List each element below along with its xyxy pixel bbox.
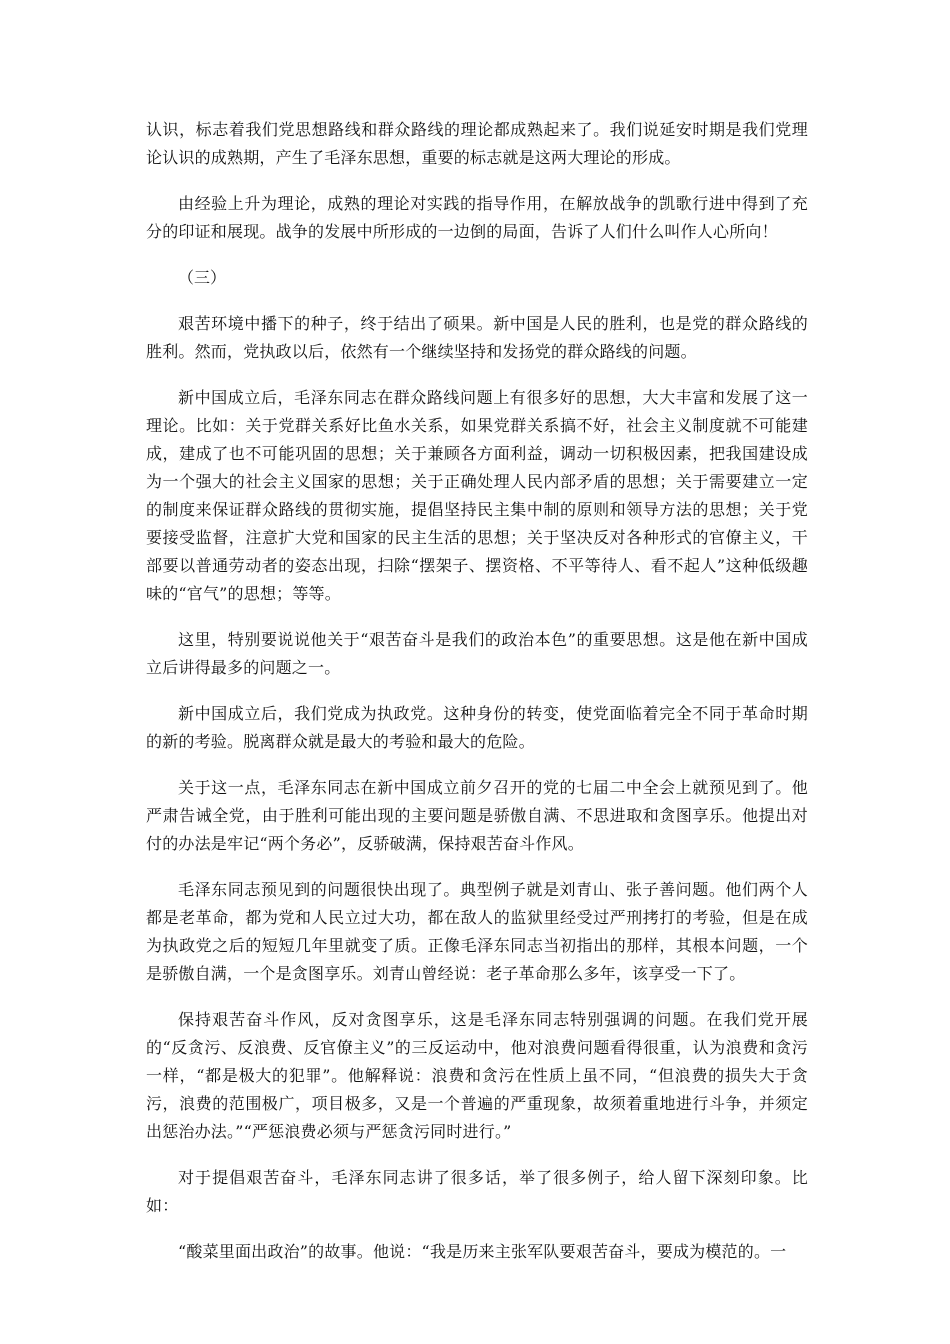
paragraph-4: 新中国成立后，毛泽东同志在群众路线问题上有很多好的思想，大大丰富和发展了这一理论。比如：关于党群关系好比鱼水关系，如果党群关系搞不好，社会主义制度就不可能建成，建成了也不可能巩固的思想；关于兼顾各方面利益，调动一切积极因素，把我国建设成为一个强大的社会主义国家的思想；关于正确处理人民内部矛盾的思想；关于需要建立一定的制度来保证群众路线的贯彻实施，提倡坚持民主集中制的原则和领导方法的思想；关于党要接受监督，注意扩大党和国家的民主生活的思想；关于坚决反对各种形式的官僚主义，干部要以普通劳动者的姿态出现，扫除“摆架子、摆资格、不平等待人、看不起人”这种低级趣味的“官气”的思想；等等。 [146, 388, 808, 603]
paragraph-6: 新中国成立后，我们党成为执政党。这种身份的转变，使党面临着完全不同于革命时期的新的考验。脱离群众就是最大的考验和最大的危险。 [146, 704, 808, 751]
document-body [146, 116, 808, 1266]
paragraph-9: 保持艰苦奋斗作风，反对贪图享乐，这是毛泽东同志特别强调的问题。在我们党开展的“反贪污、反浪费、反官僚主义”的三反运动中，他对浪费问题看得很重，认为浪费和贪污一样，“都是极大的犯罪”。他解释说：浪费和贪污在性质上虽不同，“但浪费的损失大于贪污，浪费的范围极广，项目极多，又是一个普遍的严重现象，故须着重地进行斗争，并须定出惩治办法。”“严惩浪费必须与严惩贪污同时进行。” [146, 1010, 808, 1141]
paragraph-2: 由经验上升为理论，成熟的理论对实践的指导作用，在解放战争的凯歌行进中得到了充分的印证和展现。战争的发展中所形成的一边倒的局面，告诉了人们什么叫作人心所向！ [146, 194, 808, 241]
paragraph-1: 认识，标志着我们党思想路线和群众路线的理论都成熟起来了。我们说延安时期是我们党理论认识的成熟期，产生了毛泽东思想，重要的标志就是这两大理论的形成。 [146, 120, 808, 167]
paragraph-11: “酸菜里面出政治”的故事。他说：“我是历来主张军队要艰苦奋斗，要成为模范的。一 [178, 1242, 787, 1261]
paragraph-10: 对于提倡艰苦奋斗，毛泽东同志讲了很多话，举了很多例子，给人留下深刻印象。比如： [146, 1168, 808, 1215]
section-heading-three: （三） [178, 268, 227, 287]
paragraph-3: 艰苦环境中播下的种子，终于结出了硕果。新中国是人民的胜利，也是党的群众路线的胜利。然而，党执政以后，依然有一个继续坚持和发扬党的群众路线的问题。 [146, 314, 808, 361]
paragraph-5: 这里，特别要说说他关于“艰苦奋斗是我们的政治本色”的重要思想。这是他在新中国成立后讲得最多的问题之一。 [146, 630, 808, 677]
paragraph-7: 关于这一点，毛泽东同志在新中国成立前夕召开的党的七届二中全会上就预见到了。他严肃告诫全党，由于胜利可能出现的主要问题是骄傲自满、不思进取和贪图享乐。他提出对付的办法是牢记“两个务必”，反骄破满，保持艰苦奋斗作风。 [146, 778, 808, 853]
paragraph-8: 毛泽东同志预见到的问题很快出现了。典型例子就是刘青山、张子善问题。他们两个人都是老革命，都为党和人民立过大功，都在敌人的监狱里经受过严刑拷打的考验，但是在成为执政党之后的短短几年里就变了质。正像毛泽东同志当初指出的那样，其根本问题，一个是骄傲自满，一个是贪图享乐。刘青山曾经说：老子革命那么多年，该享受一下了。 [146, 880, 808, 983]
